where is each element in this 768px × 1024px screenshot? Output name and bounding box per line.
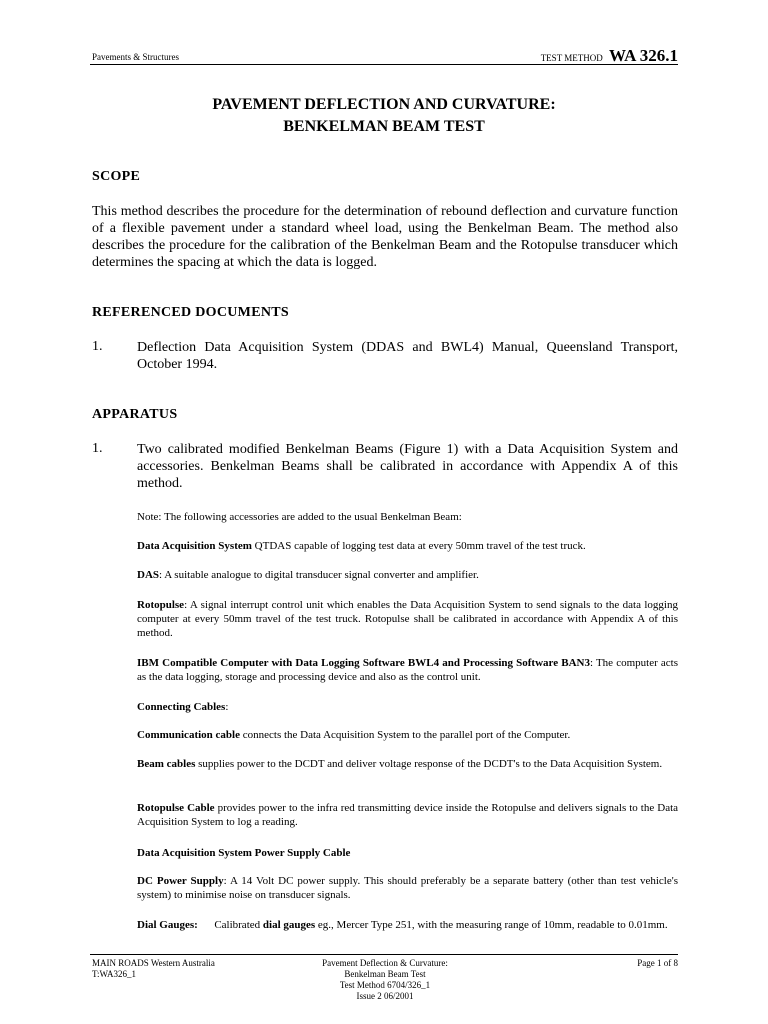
entry-term: DC Power Supply	[137, 875, 224, 887]
entry-term: Data Acquisition System Power Supply Cable	[137, 847, 351, 859]
entry-term: Dial Gauges:	[137, 919, 198, 931]
page-title	[90, 94, 678, 138]
entry-term: Connecting Cables	[137, 701, 226, 713]
entry-rotopulse-cable	[137, 801, 678, 829]
entry-text: eg., Mercer Type 251, with the measuring range of 10mm, readable to 0.01mm.	[315, 919, 668, 931]
footer-page-number: Page 1 of 8	[637, 958, 678, 968]
entry-rotopulse	[137, 598, 678, 640]
apparatus-note: Note: The following accessories are added to the usual Benkelman Beam:	[137, 511, 462, 523]
entry-term: Communication cable	[137, 729, 240, 741]
entry-ibm-computer	[137, 656, 678, 684]
entry-das	[137, 568, 678, 582]
title-line-1: PAVEMENT DEFLECTION AND CURVATURE:	[212, 96, 556, 113]
footer-doc-subtitle: Benkelman Beam Test	[344, 969, 426, 979]
entry-text: supplies power to the DCDT and deliver voltage response of the DCDT's to the Data Acquisition System.	[195, 758, 663, 770]
footer-doc-number: Test Method 6704/326_1	[339, 980, 431, 990]
apparatus-item-text: Two calibrated modified Benkelman Beams (Figure 1) with a Data Acquisition System and accessories. Benkelman Beams shall be calibrated in accordance with Appendix A of this method.	[137, 442, 678, 491]
entry-text: : A 14 Volt DC power supply. This should preferably be a separate battery (other than test vehicle's system) to minimise noise on transducer signals.	[137, 875, 678, 901]
entry-communication-cable	[137, 728, 678, 742]
entry-term: Beam cables	[137, 758, 196, 770]
entry-text: : A suitable analogue to digital transducer signal converter and amplifier.	[159, 569, 479, 581]
entry-dc-power-supply	[137, 874, 678, 902]
entry-text: : A signal interrupt control unit which enables the Data Acquisition System to send signals to the data logging computer at every 50mm travel of the test truck. Rotopulse shall be calibrated in accordance with Appendix A of this method.	[137, 599, 678, 639]
referenced-item-number: 1.	[92, 339, 103, 354]
apparatus-item-number: 1.	[92, 441, 103, 456]
entry-text: connects the Data Acquisition System to the parallel port of the Computer.	[239, 729, 571, 741]
entry-term: DAS	[137, 569, 160, 581]
entry-text: provides power to the infra red transmitting device inside the Rotopulse and delivers signals to the Data Acquisition System to log a reading.	[137, 802, 679, 828]
header-test-method-label: TEST METHOD	[540, 53, 603, 63]
title-line-2: BENKELMAN BEAM TEST	[283, 118, 485, 135]
entry-text: : The computer acts as the data logging, storage and processing device and also as the control unit.	[137, 657, 678, 683]
entry-data-acquisition-system	[137, 539, 678, 553]
header-section-name: Pavements & Structures	[92, 52, 179, 62]
entry-term: Rotopulse	[137, 599, 185, 611]
referenced-item-text: Deflection Data Acquisition System (DDAS and BWL4) Manual, Queensland Transport, October 1994.	[137, 340, 678, 372]
footer-rule	[90, 954, 678, 955]
footer-file-ref: T:WA326_1	[92, 969, 137, 979]
header-test-method	[541, 46, 678, 66]
entry-text: :	[225, 701, 229, 713]
entry-beam-cables	[137, 757, 678, 771]
entry-term: IBM Compatible Computer with Data Logging Software BWL4 and Processing Software BAN3	[137, 657, 590, 669]
entry-power-supply-cable	[137, 846, 678, 860]
entry-text: Calibrated	[197, 919, 263, 931]
entry-term: Data Acquisition System	[137, 540, 252, 552]
footer-organisation: MAIN ROADS Western Australia	[92, 958, 215, 968]
header-rule	[90, 64, 678, 65]
scope-heading: SCOPE	[92, 169, 141, 184]
entry-term: Rotopulse Cable	[137, 802, 215, 814]
header-test-method-number: WA 326.1	[609, 46, 678, 65]
entry-term-inline: dial gauges	[262, 919, 316, 931]
entry-connecting-cables	[137, 700, 678, 714]
entry-text: QTDAS capable of logging test data at every 50mm travel of the test truck.	[251, 540, 586, 552]
footer-left	[92, 958, 215, 980]
footer-center	[270, 958, 500, 1002]
apparatus-heading: APPARATUS	[92, 407, 178, 422]
referenced-documents-heading: REFERENCED DOCUMENTS	[92, 305, 289, 320]
footer-doc-title: Pavement Deflection & Curvature:	[322, 958, 448, 968]
entry-dial-gauges	[137, 918, 678, 932]
footer-issue: Issue 2 06/2001	[356, 991, 414, 1001]
scope-paragraph: This method describes the procedure for the determination of rebound deflection and curvature function of a flexible pavement under a standard wheel load, using the Benkelman Beam. The method also describes the procedure for the calibration of the Benkelman Beam and the Rotopulse transducer which determines the spacing at which the data is logged.	[92, 204, 678, 270]
